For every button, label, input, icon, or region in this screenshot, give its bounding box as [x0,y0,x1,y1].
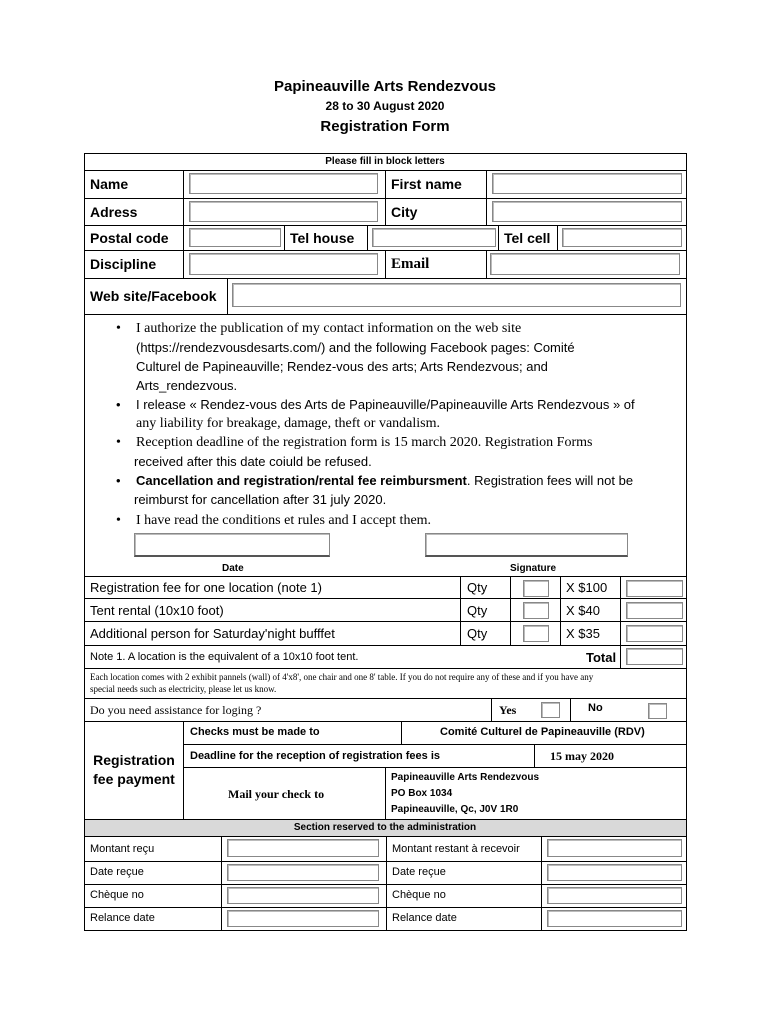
checks-payable-label: Checks must be made to [190,726,320,738]
cheque-no-label-right: Chèque no [392,889,446,901]
tel-house-field[interactable] [372,228,496,247]
consent-item-deadline: • Reception deadline of the registration form is 15 march 2020. Registration Forms [116,435,593,450]
relance-date-field[interactable] [227,910,379,927]
relance-date-label: Relance date [90,912,155,924]
date-recue-field[interactable] [227,864,379,881]
city-field[interactable] [492,201,682,222]
qty-buffet-field[interactable] [523,625,549,642]
montant-restant-label: Montant restant à recevoir [392,843,520,855]
event-dates: 28 to 30 August 2020 [325,99,445,113]
postal-code-field[interactable] [189,228,281,247]
qty-label: Qty [467,580,488,595]
montant-recu-field[interactable] [227,839,379,857]
website-field[interactable] [232,283,681,307]
consent-item-publication: • I authorize the publication of my contact information on the web site [116,321,522,336]
relance-date-label-right: Relance date [392,912,457,924]
cheque-no-label: Chèque no [90,889,144,901]
relance-date-field-right[interactable] [547,910,682,927]
tel-cell-field[interactable] [562,228,682,247]
lodging-no-label: No [588,702,603,714]
discipline-label: Discipline [90,256,157,272]
montant-recu-label: Montant reçu [90,843,155,855]
consent-item-accept: • I have read the conditions et rules and I accept them. [116,513,432,528]
cheque-no-field-right[interactable] [547,887,682,904]
fee-row-registration: Registration fee for one location (note 1) [90,580,322,595]
amount-tent-field[interactable] [626,602,683,619]
address-label: Adress [90,204,138,220]
date-recue-label: Date reçue [90,866,144,878]
consent-item-cancellation: • Cancellation and registration/rental fee reimbursment. Registration fees will not be [116,473,634,488]
tel-cell-label: Tel cell [504,230,551,246]
website-label: Web site/Facebook [90,288,217,304]
admin-heading: Section reserved to the administration [293,822,477,833]
cheque-no-field[interactable] [227,887,379,904]
location-details-note: Each location comes with 2 exhibit pannels (wall) of 4'x8', one chair and one 8' table. If you do not require any of these and if you have any special needs such as electricity, please let us know. [90,672,594,694]
qty-label: Qty [467,626,488,641]
consent-item-publication-cont: (https://rendezvousdesarts.com/) and the following Facebook pages: Comité Culturel de Papineauville; Rendez-vous des arts; Arts Rendezvous; and Arts_rendezvous. [136,340,575,393]
price-tent: X $40 [566,603,600,618]
fee-row-tent: Tent rental (10x10 foot) [90,603,224,618]
location-note: Note 1. A location is the equivalent of a 10x10 foot tent. [90,651,359,663]
payee-name: Comité Culturel de Papineauville (RDV) [440,726,645,738]
consent-item-deadline-cont: received after this date coiuld be refused. [134,454,372,469]
payment-heading: Registration fee payment [93,752,175,787]
mailing-address: Papineauville Arts Rendezvous PO Box 1034 Papineauville, Qc, J0V 1R0 [391,772,540,815]
amount-buffet-field[interactable] [626,625,683,642]
discipline-field[interactable] [189,253,378,275]
deadline-date: 15 may 2020 [550,749,614,763]
date-recue-field-right[interactable] [547,864,682,881]
email-field[interactable] [490,253,680,275]
postal-code-label: Postal code [90,230,169,246]
consent-item-cancellation-cont: reimburst for cancellation after 31 july 2020. [134,492,387,507]
name-label: Name [90,176,129,192]
qty-tent-field[interactable] [523,602,549,619]
lodging-no-checkbox[interactable] [648,703,667,719]
qty-registration-field[interactable] [523,580,549,597]
signature-field[interactable] [425,533,628,557]
first-name-label: First name [391,176,462,192]
mail-check-label: Mail your check to [228,787,325,801]
tel-house-label: Tel house [290,230,355,246]
name-field[interactable] [189,173,378,194]
lodging-yes-checkbox[interactable] [541,702,560,718]
date-label: Date [222,563,244,574]
qty-label: Qty [467,603,488,618]
total-field[interactable] [626,648,683,665]
event-title: Papineauville Arts Rendezvous [273,78,496,95]
email-label: Email [391,256,430,272]
date-signature-field[interactable] [134,533,330,557]
city-label: City [391,204,418,220]
signature-label: Signature [510,563,557,574]
date-recue-label-right: Date reçue [392,866,446,878]
first-name-field[interactable] [492,173,682,194]
price-registration: X $100 [566,580,608,595]
amount-registration-field[interactable] [626,580,683,597]
address-field[interactable] [189,201,378,222]
lodging-yes-label: Yes [499,703,517,717]
total-label: Total [586,650,617,665]
consent-item-release-cont: any liability for breakage, damage, theft or vandalism. [136,416,441,431]
price-buffet: X $35 [566,626,600,641]
deadline-label: Deadline for the reception of registration fees is [190,750,440,762]
form-title: Registration Form [320,118,450,135]
montant-restant-field[interactable] [547,839,682,857]
fee-row-buffet: Additional person for Saturday'night bufffet [90,626,335,641]
block-letters-instruction: Please fill in block letters [325,156,445,167]
consent-item-release: • I release « Rendez-vous des Arts de Papineauville/Papineauville Arts Rendezvous » of [116,397,635,412]
lodging-question: Do you need assistance for loging ? [90,703,262,717]
